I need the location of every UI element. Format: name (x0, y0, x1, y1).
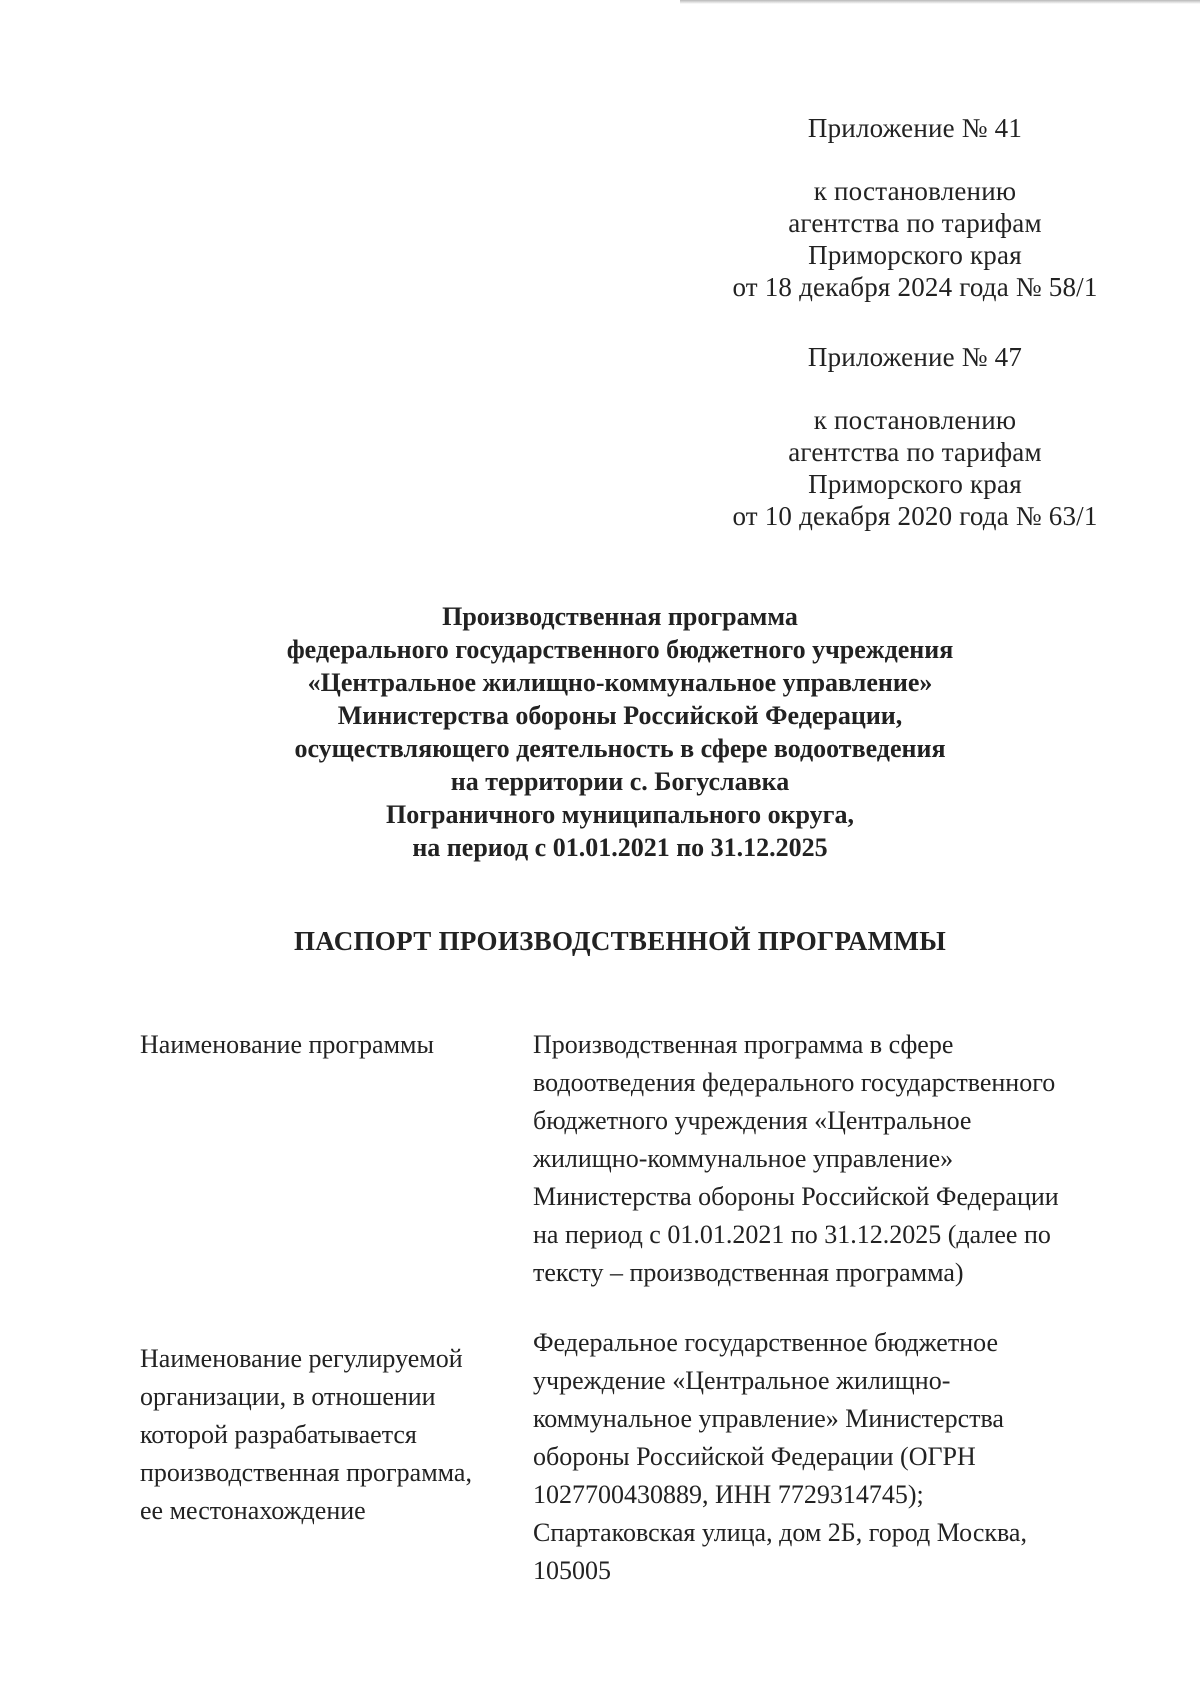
value-line: учреждение «Центральное жилищно- (533, 1366, 951, 1395)
label-line: Наименование программы (140, 1030, 434, 1059)
value-line: 1027700430889, ИНН 7729314745); (533, 1480, 924, 1509)
label-line: которой разрабатывается (140, 1420, 417, 1449)
document-title-line: Пограничного муниципального округа, (386, 800, 854, 829)
document-title-line: Министерства обороны Российской Федерации, (337, 701, 903, 730)
organization-value (533, 1324, 1123, 1590)
value-line: Федеральное государственное бюджетное (533, 1328, 998, 1357)
value-line: коммунальное управление» Министерства (533, 1404, 1004, 1433)
value-line: бюджетного учреждения «Центральное (533, 1106, 972, 1135)
document-title-line: на период с 01.01.2021 по 31.12.2025 (412, 833, 828, 862)
document-title-line: «Центральное жилищно-коммунальное управление» (307, 668, 933, 697)
value-line: обороны Российской Федерации (ОГРН (533, 1442, 976, 1471)
value-line: тексту – производственная программа) (533, 1258, 964, 1287)
program-name-label (140, 1026, 510, 1064)
appendix-original-title: Приложение № 47 (807, 342, 1023, 372)
value-line: жилищно-коммунальное управление» (533, 1144, 954, 1173)
label-line: Наименование регулируемой (140, 1344, 463, 1373)
passport-heading: ПАСПОРТ ПРОИЗВОДСТВЕННОЙ ПРОГРАММЫ (293, 926, 947, 956)
label-line: ее местонахождение (140, 1496, 366, 1525)
program-name-value (533, 1026, 1123, 1292)
label-line: организации, в отношении (140, 1382, 436, 1411)
document-title (130, 600, 1110, 864)
document-title-line: Производственная программа (442, 602, 798, 631)
appendix-current-line: от 18 декабря 2024 года № 58/1 (732, 272, 1098, 302)
appendix-original (720, 341, 1110, 532)
appendix-current-line: к постановлению (813, 176, 1017, 206)
value-line: Министерства обороны Российской Федерации (533, 1182, 1059, 1211)
document-title-line: осуществляющего деятельность в сфере водоотведения (294, 734, 946, 763)
appendix-original-line: от 10 декабря 2020 года № 63/1 (732, 501, 1098, 531)
scan-edge-artifact (680, 0, 1200, 4)
appendix-current-line: агентства по тарифам (788, 208, 1042, 238)
appendix-current-line: Приморского края (808, 240, 1022, 270)
appendix-current-title: Приложение № 41 (807, 113, 1023, 143)
document-title-line: федерального государственного бюджетного учреждения (286, 635, 954, 664)
organization-label (140, 1340, 510, 1530)
appendix-original-line: к постановлению (813, 405, 1017, 435)
value-line: водоотведения федерального государственного (533, 1068, 1056, 1097)
appendix-current (720, 112, 1110, 303)
appendix-original-line: агентства по тарифам (788, 437, 1042, 467)
appendix-original-line: Приморского края (808, 469, 1022, 499)
value-line: 105005 (533, 1556, 611, 1585)
value-line: Производственная программа в сфере (533, 1030, 954, 1059)
label-line: производственная программа, (140, 1458, 472, 1487)
document-title-line: на территории с. Богуславка (450, 767, 790, 796)
value-line: Спартаковская улица, дом 2Б, город Москва, (533, 1518, 1027, 1547)
value-line: на период с 01.01.2021 по 31.12.2025 (далее по (533, 1220, 1051, 1249)
